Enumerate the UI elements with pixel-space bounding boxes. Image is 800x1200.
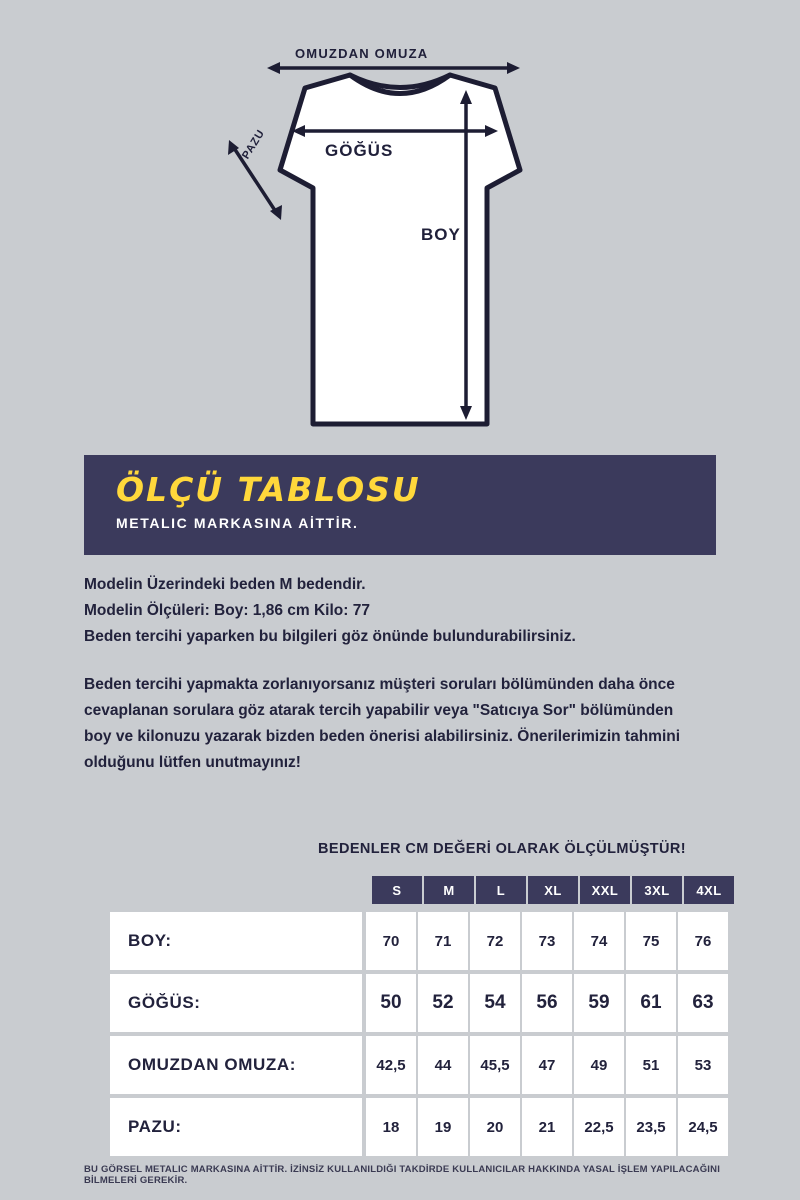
table-cell: 19 [418, 1098, 468, 1156]
size-header-cell: 3XL [632, 876, 682, 904]
table-cell: 49 [574, 1036, 624, 1094]
row-label: PAZU: [110, 1098, 362, 1156]
table-cell: 47 [522, 1036, 572, 1094]
table-cell: 44 [418, 1036, 468, 1094]
tshirt-illustration-svg [0, 0, 800, 455]
table-cell: 54 [470, 974, 520, 1032]
page-title: ÖLÇÜ TABLOSU [116, 470, 421, 509]
table-cell: 53 [678, 1036, 728, 1094]
row-values [366, 912, 730, 970]
table-cell: 24,5 [678, 1098, 728, 1156]
title-band [84, 455, 716, 555]
tshirt-shape [280, 75, 520, 424]
size-header-cell: XL [528, 876, 578, 904]
row-label: GÖĞÜS: [110, 974, 362, 1032]
table-row [110, 1098, 730, 1156]
copyright-footnote: BU GÖRSEL METALIC MARKASINA AİTTİR. İZİNSİZ KULLANILDIĞI TAKDİRDE KULLANICILAR HAKKINDA YASAL İŞLEM YAPILACAĞINI BİLMELERİ GEREKİR. [84, 1164, 721, 1186]
paragraph-spacer [84, 650, 744, 672]
label-sleeve: PAZU [240, 127, 268, 162]
info-line-3: Beden tercihi yaparken bu bilgileri göz önünde bulundurabilirsiniz. [84, 628, 576, 645]
table-cell: 42,5 [366, 1036, 416, 1094]
table-cell: 52 [418, 974, 468, 1032]
table-cell: 20 [470, 1098, 520, 1156]
table-cell: 75 [626, 912, 676, 970]
measurement-table [110, 912, 730, 1160]
table-cell: 21 [522, 1098, 572, 1156]
table-cell: 63 [678, 974, 728, 1032]
table-cell: 50 [366, 974, 416, 1032]
table-row [110, 912, 730, 970]
label-length: BOY [421, 225, 461, 244]
info-para2-line-1: Beden tercihi yapmakta zorlanıyorsanız müşteri soruları bölümünden daha önce [84, 676, 675, 693]
row-values [366, 974, 730, 1032]
info-para2-line-2: cevaplanan sorulara göz atarak tercih yapabilir veya "Satıcıya Sor" bölümünden [84, 702, 674, 719]
table-row [110, 974, 730, 1032]
table-cell: 70 [366, 912, 416, 970]
table-row [110, 1036, 730, 1094]
info-text-block [84, 572, 744, 776]
size-header-cell: S [372, 876, 422, 904]
row-label: OMUZDAN OMUZA: [110, 1036, 362, 1094]
table-cell: 18 [366, 1098, 416, 1156]
info-line-2: Modelin Ölçüleri: Boy: 1,86 cm Kilo: 77 [84, 602, 370, 619]
size-header-cell: M [424, 876, 474, 904]
table-cell: 73 [522, 912, 572, 970]
table-cell: 72 [470, 912, 520, 970]
size-header-cell: L [476, 876, 526, 904]
shoulder-measure-arrow [267, 62, 520, 74]
table-cell: 22,5 [574, 1098, 624, 1156]
size-header-cell: XXL [580, 876, 630, 904]
cm-units-note: BEDENLER CM DEĞERİ OLARAK ÖLÇÜLMÜŞTÜR! [318, 841, 687, 857]
table-cell: 74 [574, 912, 624, 970]
table-cell: 51 [626, 1036, 676, 1094]
size-header-cell: 4XL [684, 876, 734, 904]
row-values [366, 1036, 730, 1094]
info-para2-line-4: olduğunu lütfen unutmayınız! [84, 754, 301, 771]
table-cell: 71 [418, 912, 468, 970]
table-cell: 61 [626, 974, 676, 1032]
label-shoulder: OMUZDAN OMUZA [295, 46, 429, 61]
tshirt-measurement-diagram [0, 0, 800, 455]
info-line-1: Modelin Üzerindeki beden M bedendir. [84, 576, 366, 593]
row-values [366, 1098, 730, 1156]
label-chest: GÖĞÜS [325, 141, 394, 160]
size-header-row [372, 876, 736, 904]
table-cell: 76 [678, 912, 728, 970]
table-cell: 45,5 [470, 1036, 520, 1094]
table-cell: 56 [522, 974, 572, 1032]
info-para2-line-3: boy ve kilonuzu yazarak bizden beden önerisi alabilirsiniz. Önerilerimizin tahmini [84, 728, 681, 745]
table-cell: 23,5 [626, 1098, 676, 1156]
row-label: BOY: [110, 912, 362, 970]
table-cell: 59 [574, 974, 624, 1032]
page-subtitle: METALIC MARKASINA AİTTİR. [116, 515, 359, 531]
